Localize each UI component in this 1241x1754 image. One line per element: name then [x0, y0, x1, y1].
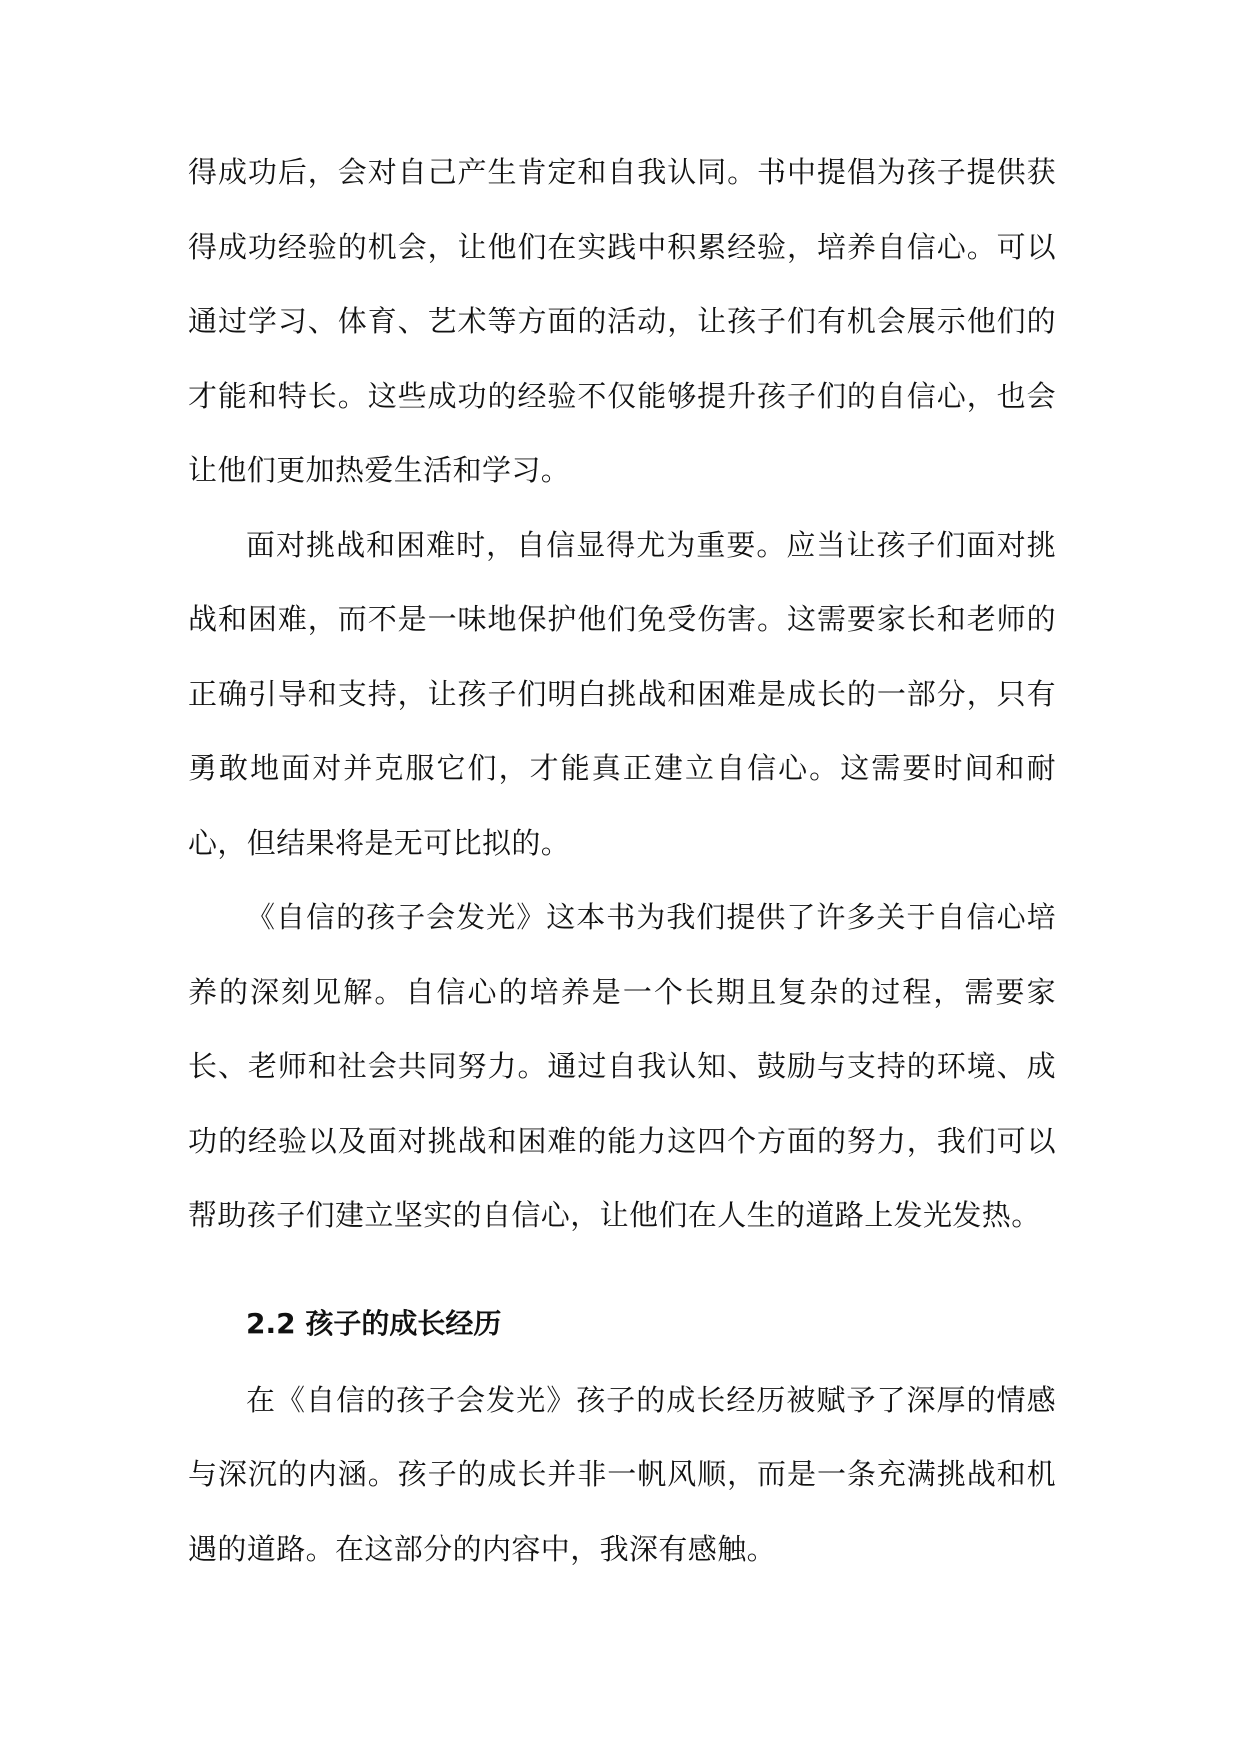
paragraph-book-summary: 《自信的孩子会发光》这本书为我们提供了许多关于自信心培养的深刻见解。自信心的培养是一个长期且复杂的过程，需要家长、老师和社会共同努力。通过自我认知、鼓励与支持的环境、成功的经验以及面对挑战和困难的能力这四个方面的努力，我们可以帮助孩子们建立坚实的自信心，让他们在人生的道路上发光发热。 — [188, 900, 1056, 1232]
paragraph-continued: 得成功后，会对自己产生肯定和自我认同。书中提倡为孩子提供获得成功经验的机会，让他们在实践中积累经验，培养自信心。可以通过学习、体育、艺术等方面的活动，让孩子们有机会展示他们的才能和特长。这些成功的经验不仅能够提升孩子们的自信心，也会让他们更加热爱生活和学习。 — [188, 155, 1056, 487]
paragraph-challenges: 面对挑战和困难时，自信显得尤为重要。应当让孩子们面对挑战和困难，而不是一味地保护他们免受伤害。这需要家长和老师的正确引导和支持，让孩子们明白挑战和困难是成长的一部分，只有勇敢地面对并克服它们，才能真正建立自信心。这需要时间和耐心，但结果将是无可比拟的。 — [188, 527, 1056, 860]
section-heading: 2.2 孩子的成长经历 — [246, 1306, 502, 1340]
paragraph-growth-experience: 在《自信的孩子会发光》孩子的成长经历被赋予了深厚的情感与深沉的内涵。孩子的成长并非一帆风顺，而是一条充满挑战和机遇的道路。在这部分的内容中，我深有感触。 — [188, 1382, 1056, 1566]
document-body — [188, 135, 1056, 1586]
